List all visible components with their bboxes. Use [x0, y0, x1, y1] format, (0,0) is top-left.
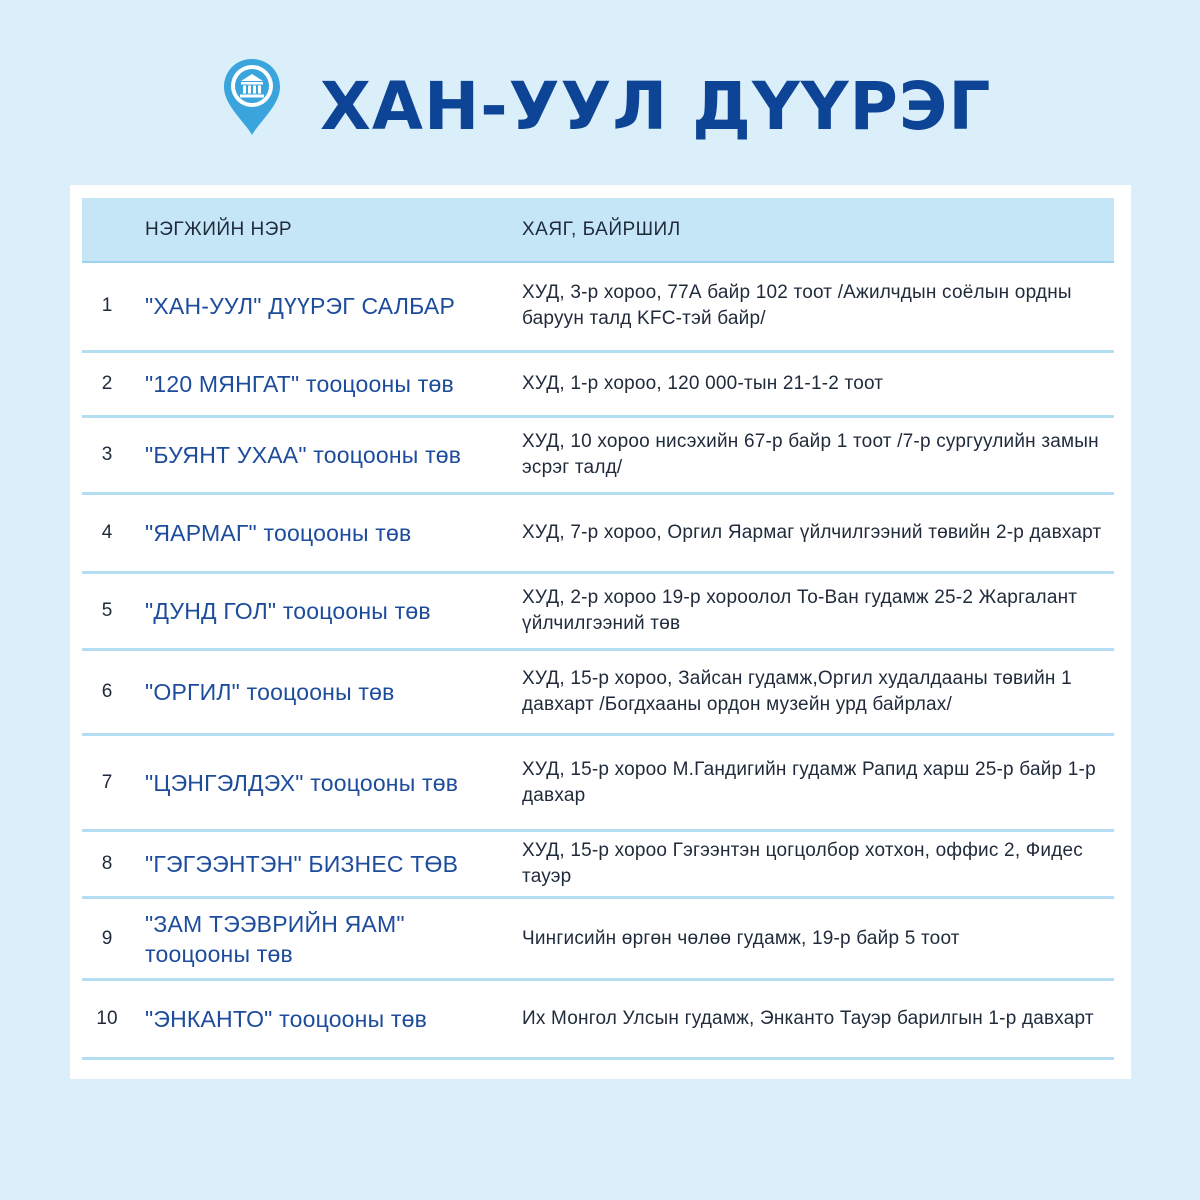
branch-address: ХУД, 15-р хороо Гэгээнтэн цогцолбор хотхон, оффис 2, Фидес тауэр	[522, 840, 1083, 887]
table-row	[82, 651, 1114, 736]
row-number: 3	[101, 444, 113, 465]
row-number: 8	[101, 853, 113, 874]
branch-name: "ОРГИЛ" тооцооны төв	[145, 679, 395, 705]
page-title: ХАН-УУЛ ДҮҮРЭГ	[320, 68, 992, 145]
table-row	[82, 353, 1114, 418]
row-number: 7	[101, 771, 113, 793]
branch-name: "ЯАРМАГ" тооцооны төв	[145, 520, 412, 546]
table-row	[82, 495, 1114, 574]
branch-name: "ЦЭНГЭЛДЭХ" тооцооны төв	[145, 769, 459, 796]
branch-address: ХУД, 2-р хороо 19-р хороолол То-Ван гудамж 25-2 Жаргалант үйлчилгээний төв	[522, 587, 1078, 634]
column-header-address: ХАЯГ, БАЙРШИЛ	[522, 219, 681, 240]
branch-address: ХУД, 7-р хороо, Оргил Яармаг үйлчилгээний төвийн 2-р давхарт	[522, 522, 1102, 543]
table-header	[82, 198, 1114, 263]
branch-name: "БУЯНТ УХАА" тооцооны төв	[145, 442, 462, 468]
table-row	[82, 981, 1114, 1060]
table-row	[82, 736, 1114, 832]
row-number: 5	[101, 600, 113, 621]
row-number: 2	[101, 373, 113, 394]
branch-name: "ДУНД ГОЛ" тооцооны төв	[145, 598, 431, 624]
row-number: 10	[96, 1008, 118, 1029]
branch-name: "120 МЯНГАТ" тооцооны төв	[145, 371, 454, 397]
branch-name: "ЭНКАНТО" тооцооны төв	[145, 1006, 428, 1032]
column-header-name: НЭГЖИЙН НЭР	[145, 219, 293, 240]
branch-address: Чингисийн өргөн чөлөө гудамж, 19-р байр 5 тоот	[522, 927, 960, 949]
branch-address: ХУД, 10 хороо нисэхийн 67-р байр 1 тоот /7-р сургуулийн замын эсрэг талд/	[522, 431, 1099, 478]
row-number: 9	[101, 927, 113, 949]
page-header	[0, 0, 1200, 180]
branch-address: ХУД, 1-р хороо, 120 000-тын 21-1-2 тоот	[522, 373, 884, 394]
bank-location-pin-icon	[222, 57, 282, 137]
branch-name: "ЗАМ ТЭЭВРИЙН ЯАМ" тооцооны төв	[145, 910, 405, 967]
row-number: 6	[101, 681, 113, 702]
branch-name: "ХАН-УУЛ" ДҮҮРЭГ САЛБАР	[145, 292, 456, 319]
branches-table	[70, 185, 1131, 1079]
branch-address: ХУД, 15-р хороо М.Гандигийн гудамж Рапид харш 25-р байр 1-р давхар	[522, 758, 1096, 806]
branch-address: Их Монгол Улсын гудамж, Энканто Тауэр барилгын 1-р давхарт	[522, 1008, 1094, 1029]
row-number: 1	[101, 294, 113, 316]
table-row	[82, 899, 1114, 981]
branch-name: "ГЭГЭЭНТЭН" БИЗНЕС ТӨВ	[145, 851, 459, 877]
branch-address: ХУД, 3-р хороо, 77А байр 102 тоот /Ажилчдын соёлын ордны баруун талд KFC-тэй байр/	[522, 281, 1072, 329]
table-row	[82, 832, 1114, 899]
row-number: 4	[101, 522, 113, 543]
table-row	[82, 574, 1114, 651]
table-row	[82, 418, 1114, 495]
branch-address: ХУД, 15-р хороо, Зайсан гудамж,Оргил худалдааны төвийн 1 давхарт /Богдхааны ордон музейн урд байрлах/	[522, 668, 1072, 715]
table-row	[82, 261, 1114, 353]
